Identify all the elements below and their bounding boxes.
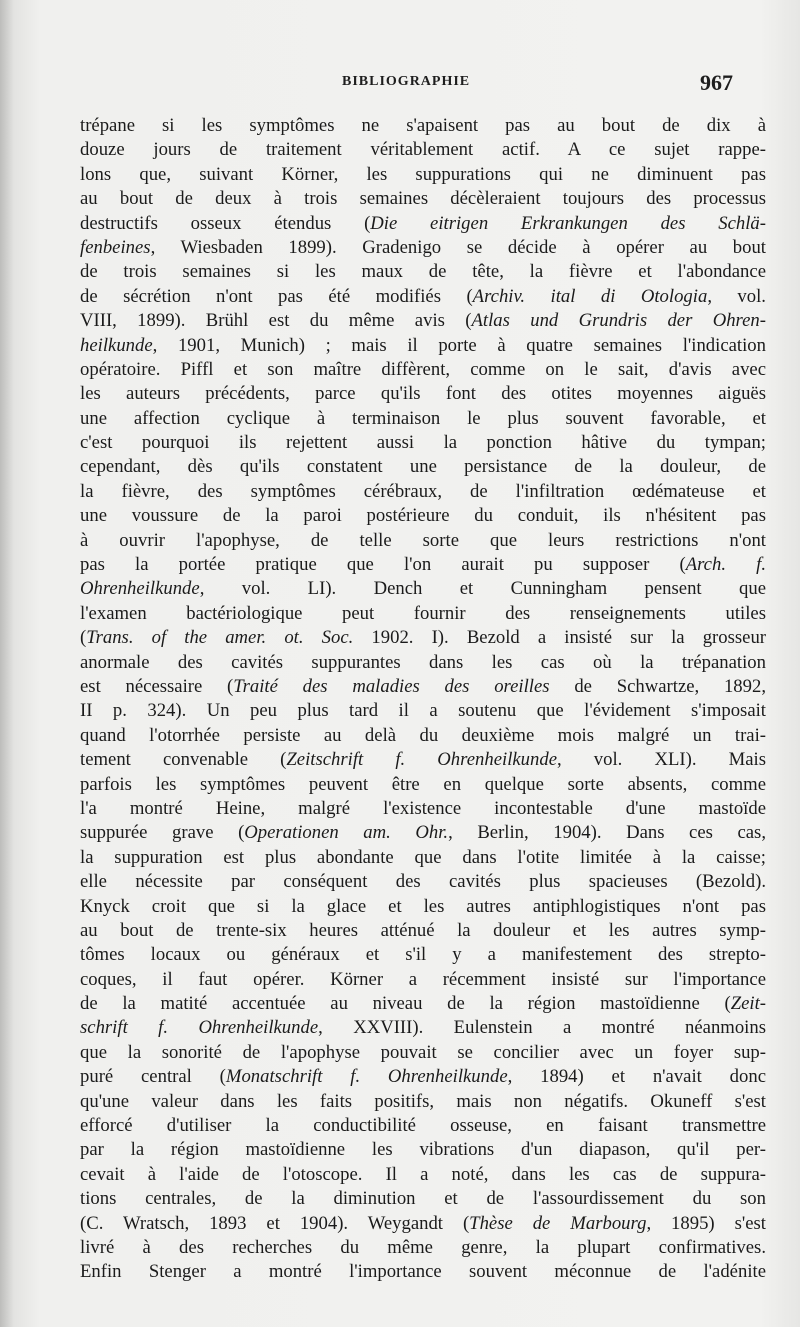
text-segment: parfois les symptômes peuvent être en quelque sorte absents, comme [80, 773, 766, 795]
text-segment: , 1901, Munich) ; mais il porte à quatre semaines l'indication [152, 334, 766, 356]
text-line [80, 821, 766, 845]
page-header [0, 70, 800, 100]
text-segment: tions centrales, de la diminution et de l'assourdissement du son [80, 1188, 766, 1210]
text-segment: est nécessaire ( [80, 675, 234, 697]
italic-citation: schrift f. Ohrenheilkunde [80, 1017, 319, 1039]
text-line [80, 407, 766, 431]
text-segment: elle nécessite par conséquent des cavités plus spacieuses (Bezold). [80, 871, 766, 893]
text-segment: trépane si les symptômes ne s'apaisent pas au bout de dix à [80, 115, 766, 136]
italic-citation: Operationen am. Ohr. [244, 822, 449, 844]
italic-citation: Zeitschrift f. Ohrenheilkunde [286, 749, 558, 771]
text-line [80, 1212, 766, 1236]
italic-citation: heilkunde [80, 334, 153, 356]
text-segment: de trois semaines si les maux de tête, la fièvre et l'abondance [80, 261, 766, 283]
italic-citation: Archiv. ital di Otologia [472, 285, 708, 307]
text-line [80, 455, 766, 479]
text-line [80, 260, 766, 284]
text-line [80, 1138, 766, 1162]
text-segment: les auteurs précédents, parce qu'ils font des otites moyennes aiguës [80, 383, 766, 405]
page-number: 967 [700, 70, 733, 95]
text-segment: au bout de deux à trois semaines décèleraient toujours des processus [80, 188, 766, 210]
running-title: BIBLIOGRAPHIE [342, 74, 471, 89]
text-segment: Knyck croit que si la glace et les autres antiphlogistiques n'ont pas [80, 895, 766, 917]
text-line [80, 285, 766, 309]
text-segment: de sécrétion n'ont pas été modifiés ( [80, 285, 473, 307]
text-segment: coques, il faut opérer. Körner a récemment insisté sur l'importance [80, 968, 766, 990]
text-line [80, 675, 766, 699]
text-line [80, 943, 766, 967]
text-segment: quand l'otorrhée persiste au delà du deuxième mois malgré un trai- [80, 724, 766, 746]
italic-citation: Ohrenheilkunde [80, 578, 200, 600]
text-segment: c'est pourquoi ils rejettent aussi la ponction hâtive du tympan; [80, 432, 766, 454]
text-line [80, 334, 766, 358]
text-line [80, 504, 766, 528]
text-segment: cevait à l'aide de l'otoscope. Il a noté, dans les cas de suppura- [80, 1163, 766, 1185]
text-line [80, 699, 766, 723]
text-line [80, 114, 766, 138]
text-line [80, 870, 766, 894]
text-line [80, 1236, 766, 1260]
text-line [80, 748, 766, 772]
text-line [80, 138, 766, 162]
text-segment: (C. Wratsch, 1893 et 1904). Weygandt ( [80, 1212, 470, 1234]
text-segment: Enfin Stenger a montré l'importance souvent méconnue de l'adénite [80, 1261, 766, 1283]
text-line [80, 1041, 766, 1065]
italic-citation: Zeit- [730, 993, 766, 1015]
text-segment: de la matité accentuée au niveau de la région mastoïdienne ( [80, 993, 731, 1015]
text-segment: la fièvre, des symptômes cérébraux, de l'infiltration œdémateuse et [80, 480, 766, 502]
text-segment: opératoire. Piffl et son maître diffèrent, comme on le sait, d'avis avec [80, 358, 766, 380]
text-segment: ( [80, 627, 87, 649]
text-line [80, 626, 766, 650]
text-line [80, 797, 766, 821]
text-segment: , Berlin, 1904). Dans ces cas, [448, 822, 766, 844]
text-segment: , Wiesbaden 1899). Gradenigo se décide à opérer au bout [150, 236, 766, 258]
text-segment: une affection cyclique à terminaison le plus souvent favorable, et [80, 407, 766, 429]
text-line [80, 309, 766, 333]
body-text [80, 114, 766, 1285]
text-line [80, 1260, 766, 1284]
text-segment: , vol. [707, 285, 766, 307]
text-line [80, 163, 766, 187]
text-line [80, 773, 766, 797]
italic-citation: Arch. f. [685, 554, 766, 576]
text-segment: , vol. LI). Dench et Cunningham pensent que [199, 578, 766, 600]
text-line [80, 1163, 766, 1187]
italic-citation: Trans. of the amer. ot. Soc. [86, 627, 354, 649]
text-segment: que la sonorité de l'apophyse pouvait se concilier avec un foyer sup- [80, 1041, 766, 1063]
text-line [80, 431, 766, 455]
text-segment: II p. 324). Un peu plus tard il a soutenu que l'évidement s'imposait [80, 700, 766, 722]
text-segment: destructifs osseux étendus ( [80, 212, 371, 234]
text-line [80, 529, 766, 553]
text-segment: cependant, dès qu'ils constatent une persistance de la douleur, de [80, 456, 766, 478]
text-line [80, 846, 766, 870]
text-segment: douze jours de traitement véritablement actif. A ce sujet rappe- [80, 139, 766, 161]
text-segment: tement convenable ( [80, 749, 287, 771]
text-line [80, 480, 766, 504]
text-line [80, 602, 766, 626]
text-segment: puré central ( [80, 1066, 226, 1088]
text-segment: tômes locaux ou généraux et s'il y a manifestement des strepto- [80, 944, 766, 966]
text-line [80, 1016, 766, 1040]
text-segment: au bout de trente-six heures atténué la douleur et les autres symp- [80, 919, 766, 941]
text-line [80, 236, 766, 260]
text-segment: suppurée grave ( [80, 822, 245, 844]
text-segment: 1902. I). Bezold a insisté sur la grosseur [353, 627, 767, 649]
text-line [80, 358, 766, 382]
text-line [80, 895, 766, 919]
text-segment: pas la portée pratique que l'on aurait pu supposer ( [80, 554, 686, 576]
text-segment: , 1894) et n'avait donc [507, 1066, 766, 1088]
text-line [80, 1090, 766, 1114]
text-segment: l'a montré Heine, malgré l'existence incontestable d'une mastoïde [80, 797, 766, 819]
italic-citation: fenbeines [80, 236, 151, 258]
text-segment: à ouvrir l'apophyse, de telle sorte que leurs restrictions n'ont [80, 529, 766, 551]
text-segment: livré à des recherches du même genre, la plupart confirmatives. [80, 1236, 766, 1258]
italic-citation: Monatschrift f. Ohrenheilkunde [225, 1066, 508, 1088]
text-segment: l'examen bactériologique peut fournir des renseignements utiles [80, 602, 766, 624]
text-line [80, 919, 766, 943]
text-line [80, 724, 766, 748]
text-segment: qu'une valeur dans les faits positifs, mais non négatifs. Okuneff s'est [80, 1090, 766, 1112]
text-line [80, 187, 766, 211]
text-segment: la suppuration est plus abondante que dans l'otite limitée à la caisse; [80, 846, 766, 868]
text-segment: VIII, 1899). Brühl est du même avis ( [80, 310, 472, 332]
text-line [80, 553, 766, 577]
text-line [80, 651, 766, 675]
text-segment: anormale des cavités suppurantes dans les cas où la trépanation [80, 651, 766, 673]
text-line [80, 1187, 766, 1211]
text-segment: par la région mastoïdienne les vibrations d'un diapason, qu'il per- [80, 1139, 766, 1161]
text-segment: lons que, suivant Körner, les suppurations qui ne diminuent pas [80, 163, 766, 185]
italic-citation: Thèse de Marbourg [469, 1212, 647, 1234]
text-line [80, 968, 766, 992]
text-segment: , 1895) s'est [646, 1212, 766, 1234]
text-segment: une voussure de la paroi postérieure du conduit, ils n'hésitent pas [80, 505, 766, 527]
text-line [80, 992, 766, 1016]
text-line [80, 1065, 766, 1089]
text-line [80, 577, 766, 601]
italic-citation: Traité des maladies des oreilles [233, 675, 550, 697]
text-segment: , XXVIII). Eulenstein a montré néanmoins [318, 1017, 766, 1039]
italic-citation: Die eitrigen Erkrankungen des Schlä- [370, 212, 766, 234]
text-line [80, 212, 766, 236]
text-line [80, 382, 766, 406]
text-segment: efforcé d'utiliser la conductibilité osseuse, en faisant transmettre [80, 1115, 766, 1137]
text-line [80, 1114, 766, 1138]
text-segment: , vol. XLI). Mais [557, 749, 766, 771]
italic-citation: Atlas und Grundris der Ohren- [471, 310, 766, 332]
text-segment: de Schwartze, 1892, [549, 675, 766, 697]
